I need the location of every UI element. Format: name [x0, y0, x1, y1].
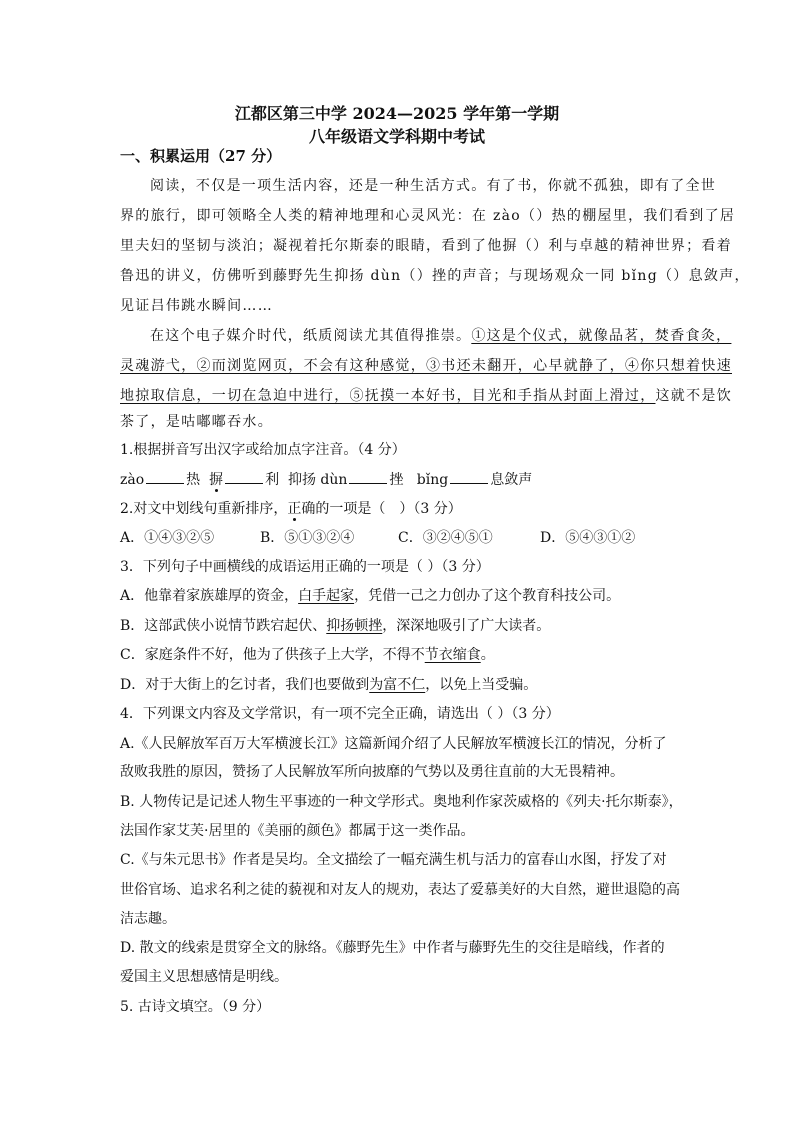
passage2-line3-plain: 这就不是饮 [655, 388, 732, 404]
question-4-option-b-line1[interactable]: B. 人物传记是记述人物生平事迹的一种文学形式。奥地利作家茨威格的《列夫·托尔斯泰》， [120, 794, 683, 810]
option-a[interactable]: A．①④③②⑤ [120, 530, 215, 546]
section-heading: 一、积累运用（27 分） [120, 147, 282, 165]
option-d[interactable]: D．⑤④③①② [540, 530, 636, 546]
q2-stem-part: 确的一项是（ ）（3 分） [301, 501, 462, 517]
question-3-option-d[interactable] [120, 675, 680, 695]
pinyin-dun: 抑扬 dùn [287, 472, 348, 488]
underlined-idiom: 为富不仁 [369, 677, 426, 693]
underlined-sentences: 灵魂游弋，②而浏览网页，不会有这种感觉，③书还未翻开，心早就静了，④你只想着快速 [120, 358, 732, 374]
passage1-line3: 里夫妇的坚韧与淡泊；凝视着托尔斯泰的眼睛，看到了他摒（）利与卓越的精神世界；看着 [120, 238, 732, 254]
dotted-char: 摒 [209, 472, 224, 488]
q3-text: 。 [480, 647, 495, 663]
passage1-line5: 见证吕伟跳水瞬间…… [120, 298, 273, 314]
underlined-idiom: 白手起家 [298, 588, 355, 604]
q3-text: B．这部武侠小说情节跌宕起伏、 [120, 618, 327, 634]
question-4-option-d-line2: 爱国主义思想感情是明线。 [120, 969, 288, 985]
question-3-option-a[interactable] [120, 586, 680, 606]
answer-blank[interactable] [349, 471, 387, 484]
answer-blank[interactable] [146, 471, 184, 484]
pinyin-zao: zào [120, 472, 145, 488]
question-4-option-c-line2: 世俗官场、追求名利之徒的藐视和对友人的规劝，表达了爱慕美好的大自然，避世退隐的高 [120, 882, 680, 898]
passage2-line1 [150, 326, 732, 346]
exam-title-line1: 江都区第三中学 2024—2025 学年第一学期 [234, 104, 560, 123]
passage2-line1-plain: 在这个电子媒介时代，纸质阅读尤其值得推崇。 [150, 328, 472, 344]
option-c[interactable]: C．③②④⑤① [398, 530, 493, 546]
q3-text: D．对于大街上的乞讨者，我们也要做到 [120, 677, 370, 693]
q3-text: ，深深地吸引了广大读者。 [382, 618, 551, 634]
passage2-line3 [120, 386, 732, 406]
question-4-option-a-line2: 敌败我胜的原因，赞扬了人民解放军所向披靡的气势以及勇往直前的大无畏精神。 [120, 764, 624, 780]
underlined-idiom: 抑扬顿挫 [326, 618, 383, 634]
answer-blank[interactable] [450, 471, 488, 484]
passage1-line2: 界的旅行，即可领略全人类的精神地理和心灵风光：在 zào（）热的棚屋里，我们看到了居 [120, 208, 736, 224]
question-4-option-c-line3: 洁志趣。 [120, 911, 176, 927]
dotted-char: 正 [287, 501, 302, 517]
q3-text: ，凭借一己之力创办了这个教育科技公司。 [354, 588, 621, 604]
q1-text: 利 [265, 472, 280, 488]
passage1-line1: 阅读，不仅是一项生活内容，还是一种生活方式。有了书，你就不孤独，即有了全世 [150, 178, 717, 194]
question-3-option-b[interactable] [120, 616, 680, 636]
question-4-option-d-line1[interactable]: D. 散文的线索是贯穿全文的脉络。《藤野先生》中作者与藤野先生的交往是暗线，作者的 [120, 940, 665, 956]
answer-blank[interactable] [225, 471, 263, 484]
question-3-option-c[interactable] [120, 645, 680, 665]
passage2-line4: 茶了，是咕嘟嘟吞水。 [120, 414, 273, 430]
q1-text: 热 [186, 472, 201, 488]
question-4-option-c-line1[interactable]: C.《与朱元思书》作者是吴均。全文描绘了一幅充满生机与活力的富春山水图，抒发了对 [120, 852, 667, 868]
question-3-stem: 3．下列句子中画横线的成语运用正确的一项是（ ）（3 分） [120, 559, 490, 575]
question-4-option-a-line1[interactable]: A.《人民解放军百万大军横渡长江》这篇新闻介绍了人民解放军横渡长江的情况，分析了 [120, 736, 667, 752]
question-1-stem: 1.根据拼音写出汉字或给加点字注音。（4 分） [120, 442, 406, 458]
q3-text: C．家庭条件不好，他为了供孩子上大学，不得不 [120, 647, 425, 663]
option-b[interactable]: B．⑤①③②④ [260, 530, 355, 546]
underlined-sentences: ①这是个仪式，就像品茗，焚香食灸， [471, 328, 732, 344]
q3-text: ，以免上当受骗。 [425, 677, 538, 693]
q3-text: A．他靠着家族雄厚的资金， [120, 588, 299, 604]
question-2-options [120, 528, 680, 548]
q1-text: 挫 [389, 472, 404, 488]
underlined-idiom: 节衣缩食 [424, 647, 481, 663]
question-2-stem [120, 499, 680, 519]
q2-stem-part: 2.对文中划线句重新排序， [120, 501, 288, 517]
q1-text: 息敛声 [490, 472, 533, 488]
passage1-line4: 鲁迅的讲义，仿佛听到藤野先生抑扬 dùn（）挫的声音；与现场观众一同 bǐng（）息敛声， [120, 268, 750, 284]
question-4-stem: 4．下列课文内容及文学常识，有一项不完全正确，请选出（ ）（3 分） [120, 706, 560, 722]
question-4-option-b-line2: 法国作家艾芙·居里的《美丽的颜色》都属于这一类作品。 [120, 823, 475, 839]
exam-title-line2: 八年级语文学科期中考试 [308, 127, 485, 146]
passage2-line2 [120, 356, 732, 376]
question-1-blanks [120, 470, 680, 490]
underlined-sentences: 地掠取信息，一切在急迫中进行，⑤抚摸一本好书，目光和手指从封面上滑过， [120, 388, 656, 404]
pinyin-bing: bǐng [416, 472, 449, 488]
question-5-stem: 5. 古诗文填空。（9 分） [120, 999, 271, 1015]
